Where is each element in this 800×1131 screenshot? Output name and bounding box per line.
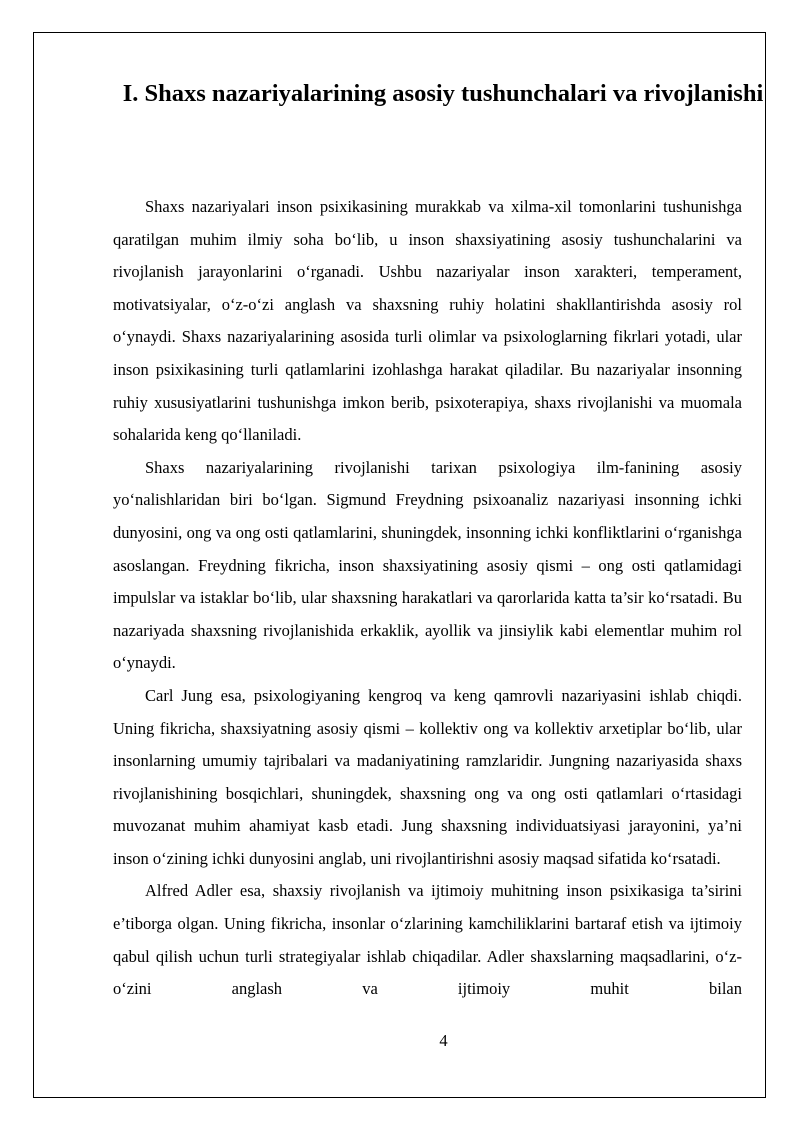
paragraph: Shaxs nazariyalari inson psixikasining murakkab va xilma-xil tomonlarini tushunishga qaratilgan muhim ilmiy soha bo‘lib, u inson shaxsiyatining asosiy tushunchalarini va rivojlanish jarayonlarini o‘rganadi. Ushbu nazariyalar inson xarakteri, temperament, motivatsiyalar, o‘z-o‘zi anglash va shaxsning ruhiy holatini shakllantirishda asosiy rol o‘ynaydi. Shaxs nazariyalarining asosida turli olimlar va psixologlarning fikrlari yotadi, ular inson psixikasining turli qatlamlarini izohlashga harakat qiladilar. Bu nazariyalar insonning ruhiy xususiyatlarini tushunishga imkon berib, psixoterapiya, shaxs rivojlanishi va muomala sohalarida keng qo‘llaniladi.: [113, 197, 742, 445]
paragraph: Shaxs nazariyalarining rivojlanishi tarixan psixologiya ilm-fanining asosiy yo‘nalishlaridan biri bo‘lgan. Sigmund Freydning psixoanaliz nazariyasi insonning ichki dunyosini, ong va ong osti qatlamlarini, shuningdek, insonning ichki konfliktlarini o‘rganishga asoslangan. Freydning fikricha, inson shaxsiyatining asosiy qismi – ong osti qatlamidagi impulslar va istaklar bo‘lib, ular shaxsning harakatlari va qarorlarida katta ta’sir ko‘rsatadi. Bu nazariyada shaxsning rivojlanishida erkaklik, ayollik va jinsiylik kabi elementlar muhim rol o‘ynaydi.: [113, 457, 742, 673]
body-text: [113, 191, 742, 1006]
section-heading: I. Shaxs nazariyalarining asosiy tushunchalari va rivojlanishi: [122, 80, 764, 107]
paragraph: Carl Jung esa, psixologiyaning kengroq va keng qamrovli nazariyasini ishlab chiqdi. Uning fikricha, shaxsiyatning asosiy qismi – kollektiv ong va kollektiv arxetiplar bo‘lib, ular insonlarning umumiy tajribalari va madaniyatining ramzlaridir. Jungning nazariyasida shaxs rivojlanishining bosqichlari, shuningdek, shaxsning ong va ong osti qatlamlari o‘rtasidagi muvozanat muhim ahamiyat kasb etadi. Jung shaxsning individuatsiyasi jarayonini, ya’ni inson o‘zining ichki dunyosini anglab, uni rivojlantirishni asosiy maqsad sifatida ko‘rsatadi.: [113, 685, 742, 868]
page-number: 4: [439, 1031, 448, 1050]
paragraph: Alfred Adler esa, shaxsiy rivojlanish va ijtimoiy muhitning inson psixikasiga ta’sirini e’tiborga olgan. Uning fikricha, insonlar o‘zlarining kamchiliklarini bartaraf etish va ijtimoiy qabul qilish uchun turli strategiyalar ishlab chiqadilar. Adler shaxslarning maqsadlarini, o‘z-o‘zini anglash va ijtimoiy muhit bilan: [113, 881, 742, 999]
